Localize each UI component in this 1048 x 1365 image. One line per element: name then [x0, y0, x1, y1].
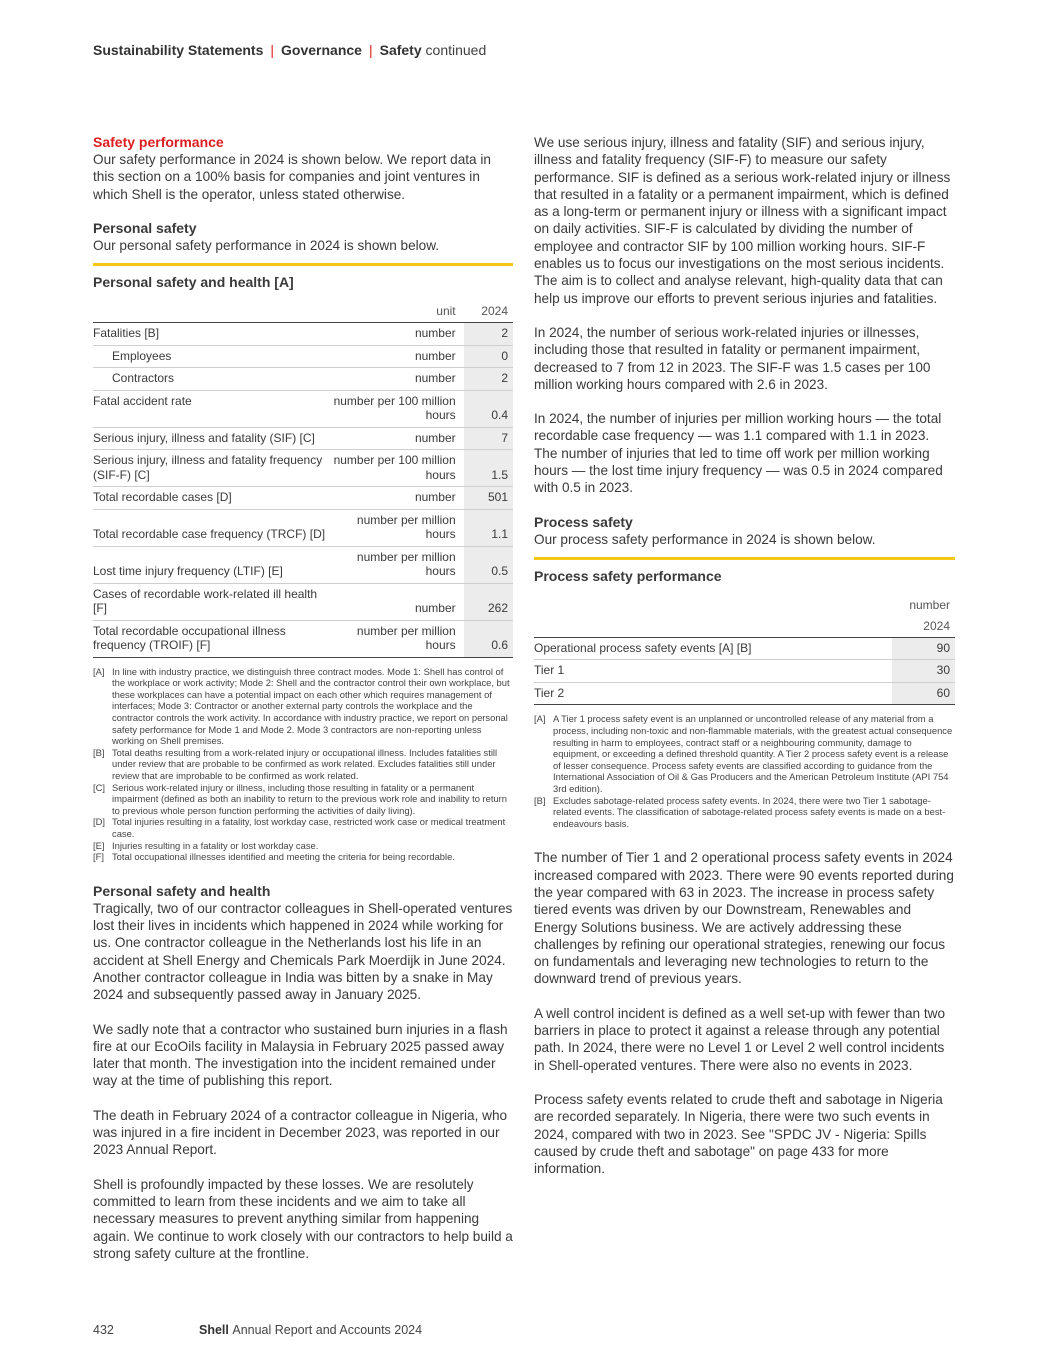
personal-safety-table-title: Personal safety and health [A]	[93, 274, 294, 291]
footnote: [C] Serious work-related injury or illness, including those resulting in fatality or a permanent impairment (defined as both an inability to return to the previous work role and inability to return to previous whole person function performing the activities of daily living).	[93, 781, 507, 816]
brand-name: Shell	[199, 1323, 229, 1337]
row-unit: number per 100 million hours	[330, 450, 464, 487]
row-label: Employees	[93, 345, 330, 368]
table-row	[534, 660, 955, 683]
row-unit: number per million hours	[330, 509, 464, 546]
row-label: Operational process safety events [A] [B]	[534, 637, 892, 660]
row-value: 2	[464, 323, 513, 346]
safety-performance-text: Our safety performance in 2024 is shown below. We report data in this section on a 100% basis for companies and joint ventures in which Shell is the operator, unless stated otherwise.	[93, 152, 491, 202]
table-row	[534, 637, 955, 660]
row-label: Tier 1	[534, 660, 892, 683]
process-safety-table	[534, 595, 955, 706]
column-header-unit: unit	[330, 301, 464, 323]
personal-safety-table-block	[93, 263, 513, 863]
row-value: 0.6	[464, 620, 513, 657]
column-header-year: 2024	[892, 616, 955, 638]
row-label: Serious injury, illness and fatality (SIF) [C]	[93, 427, 330, 450]
personal-safety-health-heading: Personal safety and health	[93, 882, 271, 899]
paragraph: Shell is profoundly impacted by these losses. We are resolutely committed to learn from these incidents and we aim to take all necessary measures to prevent anything similar from happening again. We continue to work closely with our contractors to help build a strong safety culture at the frontline.	[93, 1176, 513, 1261]
paragraph: In 2024, the number of serious work-related injuries or illnesses, including those that resulted in fatality or permanent impairment, decreased to 7 from 12 in 2023. The SIF-F was 1.5 cases per 100 million working hours compared with 2.6 in 2023.	[534, 324, 931, 392]
row-value: 0.5	[464, 546, 513, 583]
safety-performance-heading: Safety performance	[93, 134, 224, 150]
table-row	[93, 368, 513, 391]
paragraph: A well control incident is defined as a well set-up with fewer than two barriers in place to protect it against a release through any potential path. In 2024, there were no Level 1 or Level 2 well control incidents in Shell-operated ventures. There were also no events in 2023.	[534, 1005, 946, 1073]
paragraph: The number of Tier 1 and 2 operational process safety events in 2024 increased compared with 2023. There were 90 events reported during the year compared with 63 in 2023. The increase in process safety tiered events was driven by our Downstream, Renewables and Energy Solutions business. We are actively addressing these challenges by refining our operational strategies, renewing our focus on fundamentals and leveraging new technologies to return to the downward trend of previous years.	[534, 850, 954, 987]
left-column	[93, 134, 513, 1262]
row-value: 90	[892, 637, 955, 660]
page-footer	[93, 1323, 422, 1337]
report-title: Annual Report and Accounts 2024	[232, 1323, 423, 1337]
table-row	[93, 583, 513, 620]
table-row	[93, 546, 513, 583]
row-value: 501	[464, 487, 513, 510]
row-value: 30	[892, 660, 955, 683]
row-label: Contractors	[93, 368, 330, 391]
table-row	[93, 390, 513, 427]
row-label: Fatal accident rate	[93, 390, 330, 427]
paragraph: The death in February 2024 of a contractor colleague in Nigeria, who was injured in a fire incident in December 2023, was reported in our 2023 Annual Report.	[93, 1107, 508, 1158]
table-row	[534, 682, 955, 705]
table-row	[93, 450, 513, 487]
table-row	[93, 620, 513, 657]
paragraph: We sadly note that a contractor who sustained burn injuries in a flash fire at our EcoOils facility in Malaysia in February 2025 passed away later that month. The investigation into the incident remained under way at the time of publishing this report.	[93, 1021, 508, 1089]
row-unit: number	[330, 487, 464, 510]
row-value: 0.4	[464, 390, 513, 427]
table-footnotes	[534, 713, 955, 829]
row-unit: number per 100 million hours	[330, 390, 464, 427]
breadcrumb-governance[interactable]: Governance	[281, 42, 362, 58]
footnote: [E] Injuries resulting in a fatality or lost workday case.	[93, 839, 319, 851]
row-label: Fatalities [B]	[93, 323, 330, 346]
row-unit: number	[330, 323, 464, 346]
paragraph: Process safety events related to crude theft and sabotage in Nigeria are recorded separately. In Nigeria, there were two such events in 2024, compared with two in 2023. See "SPDC JV - Nigeria: Spills caused by crude theft and sabotage" on page 433 for more information.	[534, 1091, 943, 1177]
process-safety-table-block	[534, 557, 955, 829]
table-row	[93, 509, 513, 546]
footnote: [A] A Tier 1 process safety event is an unplanned or uncontrolled release of any material from a process, including non-toxic and non-flammable materials, with the greatest actual consequence resulting in harm to employees, contract staff or a neighbouring community, damage to equipment, or exceeding a defined threshold quantity. A Tier 2 process safety event is a release of lesser consequence. Process safety events are classified according to guidance from the International Association of Oil & Gas Producers and the American Petroleum Institute (API 754 3rd edition).	[534, 713, 953, 794]
row-label: Total recordable occupational illness frequency (TROIF) [F]	[93, 620, 330, 657]
footnote: [F] Total occupational illnesses identified and meeting the criteria for being recordable.	[93, 851, 455, 863]
row-unit: number	[330, 368, 464, 391]
process-safety-heading: Process safety	[534, 513, 633, 530]
table-row	[93, 345, 513, 368]
column-header-unit: number	[909, 597, 950, 612]
process-safety-text: Our process safety performance in 2024 is shown below.	[534, 531, 876, 547]
personal-safety-text: Our personal safety performance in 2024 is shown below.	[93, 237, 440, 253]
row-unit: number per million hours	[330, 546, 464, 583]
row-value: 1.5	[464, 450, 513, 487]
row-value: 2	[464, 368, 513, 391]
table-row	[93, 487, 513, 510]
breadcrumb-safety[interactable]: Safety	[379, 42, 422, 58]
footnote: [B] Total deaths resulting from a work-related injury or occupational illness. Includes fatalities still under review that are probable to be confirmed as work related. Excludes fatalities still under review that are improbable to be confirmed as work related.	[93, 746, 498, 782]
table-row	[93, 427, 513, 450]
paragraph: Tragically, two of our contractor colleagues in Shell-operated ventures lost their lives in incidents which happened in 2024 while working for us. One contractor colleague in the Netherlands lost his life in an accident at Shell Energy and Chemicals Park Moerdijk in June 2024. Another contractor colleague in India was bitten by a snake in May 2024 and subsequently passed away in January 2025.	[93, 900, 513, 1003]
row-label: Serious injury, illness and fatality frequency (SIF-F) [C]	[93, 450, 330, 487]
row-label: Tier 2	[534, 682, 892, 705]
paragraph: We use serious injury, illness and fatality (SIF) and serious injury, illness and fatality frequency (SIF-F) to measure our safety performance. SIF is defined as a serious work-related injury or illness that resulted in a fatality or a permanent impairment, which is defined as a long-term or permanent injury or illness with a significant impact on daily activities. SIF-F is calculated by dividing the number of employee and contractor SIF by 100 million working hours. SIF-F enables us to focus our investigations on the most serious incidents. The aim is to collect and analyse relevant, high-quality data that can help us improve our efforts to prevent serious injuries and fatalities.	[534, 135, 951, 306]
row-value: 0	[464, 345, 513, 368]
personal-safety-table	[93, 301, 513, 658]
footnote: [B] Excludes sabotage-related process safety events. In 2024, there were two Tier 1 sabotage-related events. The classification of sabotage-related process safety events is made on a best-endeavours basis.	[534, 794, 946, 829]
row-value: 1.1	[464, 509, 513, 546]
breadcrumb	[93, 42, 486, 58]
breadcrumb-separator: |	[368, 42, 373, 58]
right-column	[534, 134, 955, 1177]
row-value: 60	[892, 682, 955, 705]
personal-safety-heading: Personal safety	[93, 219, 197, 236]
row-unit: number	[330, 583, 464, 620]
row-unit: number per million hours	[330, 620, 464, 657]
page-number: 432	[93, 1323, 114, 1337]
row-unit: number	[330, 345, 464, 368]
footnote: [A] In line with industry practice, we distinguish three contract modes. Mode 1: Shell has control of the workplace or work activity; Mode 2: Shell and the contractor control their own workplace, but these workplaces can have a potential impact on each other which requires management of interfaces; Mode 3: Contractor or another external party controls the workplace and the contractor controls the work activity. In accordance with industry practice, we report on personal safety performance for Mode 1 and Mode 2. Mode 3 contractors are non-reporting unless working on Shell premises.	[93, 665, 510, 747]
row-label: Total recordable cases [D]	[93, 487, 330, 510]
row-unit: number	[330, 427, 464, 450]
breadcrumb-separator: |	[270, 42, 275, 58]
row-value: 7	[464, 427, 513, 450]
process-safety-table-title: Process safety performance	[534, 567, 722, 584]
table-row	[93, 323, 513, 346]
table-footnotes	[93, 666, 513, 863]
row-value: 262	[464, 583, 513, 620]
breadcrumb-sustainability[interactable]: Sustainability Statements	[93, 42, 264, 58]
paragraph: In 2024, the number of injuries per million working hours — the total recordable case frequency — was 1.1 compared with 1.1 in 2023. The number of injuries that led to time off work per million working hours — the lost time injury frequency — was 0.5 in 2024 compared with 0.5 in 2023.	[534, 411, 943, 496]
row-label: Cases of recordable work-related ill health [F]	[93, 583, 330, 620]
breadcrumb-suffix: continued	[425, 42, 487, 58]
row-label: Total recordable case frequency (TRCF) [D]	[93, 509, 330, 546]
row-label: Lost time injury frequency (LTIF) [E]	[93, 546, 330, 583]
footnote: [D] Total injuries resulting in a fatality, lost workday case, restricted work case or medical treatment case.	[93, 816, 506, 839]
column-header-year: 2024	[464, 301, 513, 323]
